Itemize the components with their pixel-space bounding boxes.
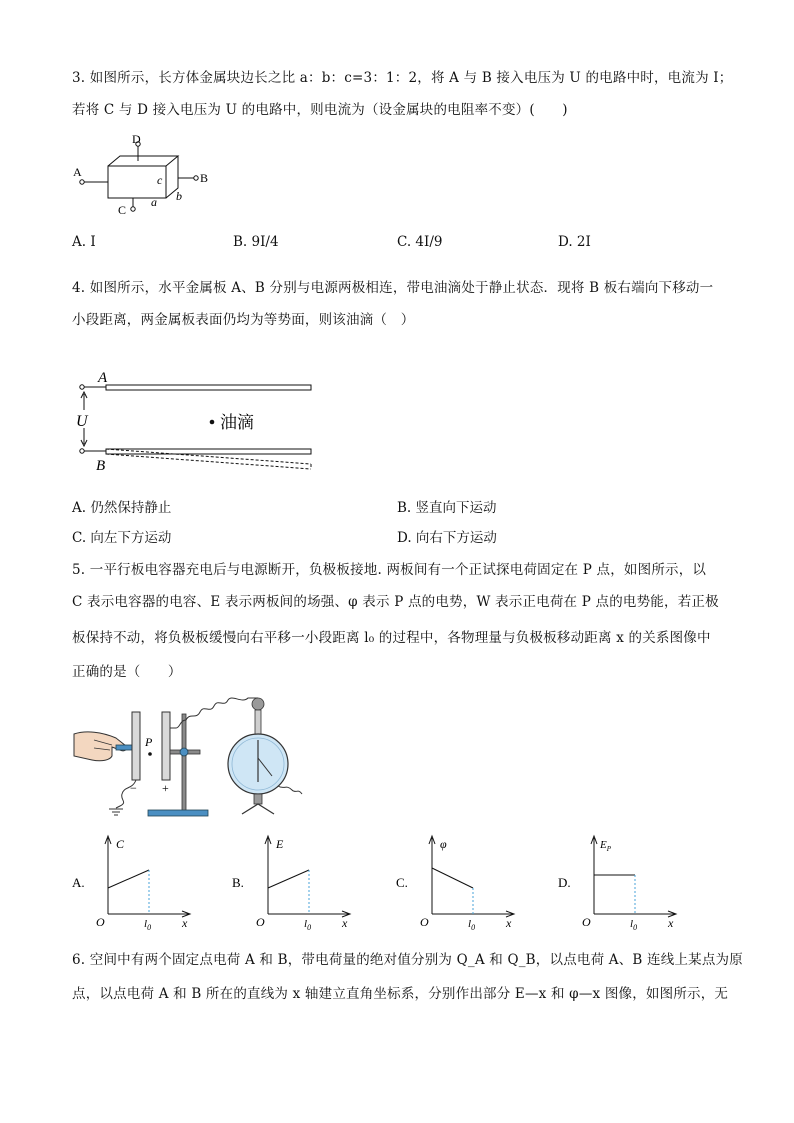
q5-graph-option-b[interactable] [232,832,362,932]
q4-fig-label-oil-drop: 油滴 [220,413,254,432]
q3-option-d[interactable]: D. 2I [558,234,591,250]
q5-graph-c-origin: O [420,915,429,929]
q4-oil-drop-dot [210,420,215,425]
q5-graph-d-option-label: D. [558,875,571,890]
q4-fig-label-plate-b: B [96,458,106,474]
q5-graph-d-y-label: $E_P$ [600,839,612,853]
q3-fig-edge-b: b [176,189,182,203]
q6-line-2: 点，以点电荷 A 和 B 所在的直线为 x 轴建立直角坐标系，分别作出部分 E—x 和 φ—x 图像，如图所示，无 [72,986,729,1002]
q5-graph-b-x-label: x [342,916,348,930]
q5-graph-option-a[interactable] [72,832,202,932]
q5-graph-a-option-label: A. [72,875,85,890]
q5-graph-d-l0: $l_0$ [630,918,638,932]
q5-apparatus-figure [72,690,322,825]
q5-line-2: C 表示电容器的电容、E 表示两板间的场强、φ 表示 P 点的电势，W 表示正电荷在 P 点的电势能，若正极 [72,594,719,610]
q3-option-a[interactable]: A. I [72,234,96,250]
q5-graph-option-d[interactable] [558,832,688,932]
q5-fig-label-minus: − [130,781,137,795]
q4-option-b[interactable]: B. 竖直向下运动 [397,500,497,516]
q4-plates-figure [70,364,330,479]
q5-graph-b-origin: O [256,915,265,929]
q5-line-4: 正确的是（ ） [72,664,182,680]
q5-fig-label-point-p: P [145,735,153,749]
q5-graph-b-l0: $l_0$ [304,918,312,932]
q5-graph-option-c[interactable] [396,832,526,932]
q3-fig-edge-a: a [151,195,157,209]
q3-option-b[interactable]: B. 9I/4 [233,234,279,250]
q4-option-c[interactable]: C. 向左下方运动 [72,530,172,546]
q4-line-1: 4. 如图所示，水平金属板 A、B 分别与电源两极相连，带电油滴处于静止状态．现将 B 板右端向下移动一 [72,280,714,296]
q4-line-2: 小段距离，两金属板表面仍均为等势面，则该油滴（ ） [72,312,415,328]
q3-metal-block-figure [68,134,248,224]
q5-graph-c-x-label: x [506,916,512,930]
q5-line-3: 板保持不动，将负极板缓慢向右平移一小段距离 l₀ 的过程中，各物理量与负极板移动距离 x 的关系图像中 [72,630,711,646]
q4-fig-label-voltage: U [76,413,88,430]
q5-graph-d-x-label: x [668,916,674,930]
q5-line-1: 5. 一平行板电容器充电后与电源断开，负极板接地. 两板间有一个正试探电荷固定在 P 点，如图所示，以 [72,562,707,578]
q6-line-1: 6. 空间中有两个固定点电荷 A 和 B，带电荷量的绝对值分别为 Q_A 和 Q_B，以点电荷 A、B 连线上某点为原 [72,952,743,968]
q3-option-c[interactable]: C. 4I/9 [397,234,443,250]
q4-option-d[interactable]: D. 向右下方运动 [397,530,497,546]
q5-graph-a-origin: O [96,915,105,929]
q3-fig-label-c-terminal: C [118,203,127,217]
q5-graph-c-option-label: C. [396,875,408,890]
q4-option-a[interactable]: A. 仍然保持静止 [72,500,172,516]
q5-graph-a-x-label: x [182,916,188,930]
q5-graph-a-l0: $l_0$ [144,918,152,932]
q5-graph-d-origin: O [582,915,591,929]
q5-graph-b-option-label: B. [232,875,244,890]
q3-fig-label-a-terminal: A [73,165,82,179]
q3-fig-label-b-terminal: B [200,171,209,185]
q5-graph-b-y-label: E [276,837,284,851]
q3-line-1: 3. 如图所示，长方体金属块边长之比 a：b：c=3：1：2，将 A 与 B 接入电压为 U 的电路中时，电流为 I； [72,70,733,86]
q3-fig-label-d-terminal: D [132,134,141,146]
q5-fig-label-plus: + [162,781,169,795]
q5-graph-a-y-label: C [116,837,125,851]
q3-line-2: 若将 C 与 D 接入电压为 U 的电路中，则电流为（设金属块的电阻率不变）( ) [72,102,568,118]
q4-fig-label-plate-a: A [98,370,108,386]
q5-graph-c-y-label: φ [440,837,447,851]
q5-graph-c-l0: $l_0$ [468,918,476,932]
q3-fig-edge-c: c [157,173,163,187]
